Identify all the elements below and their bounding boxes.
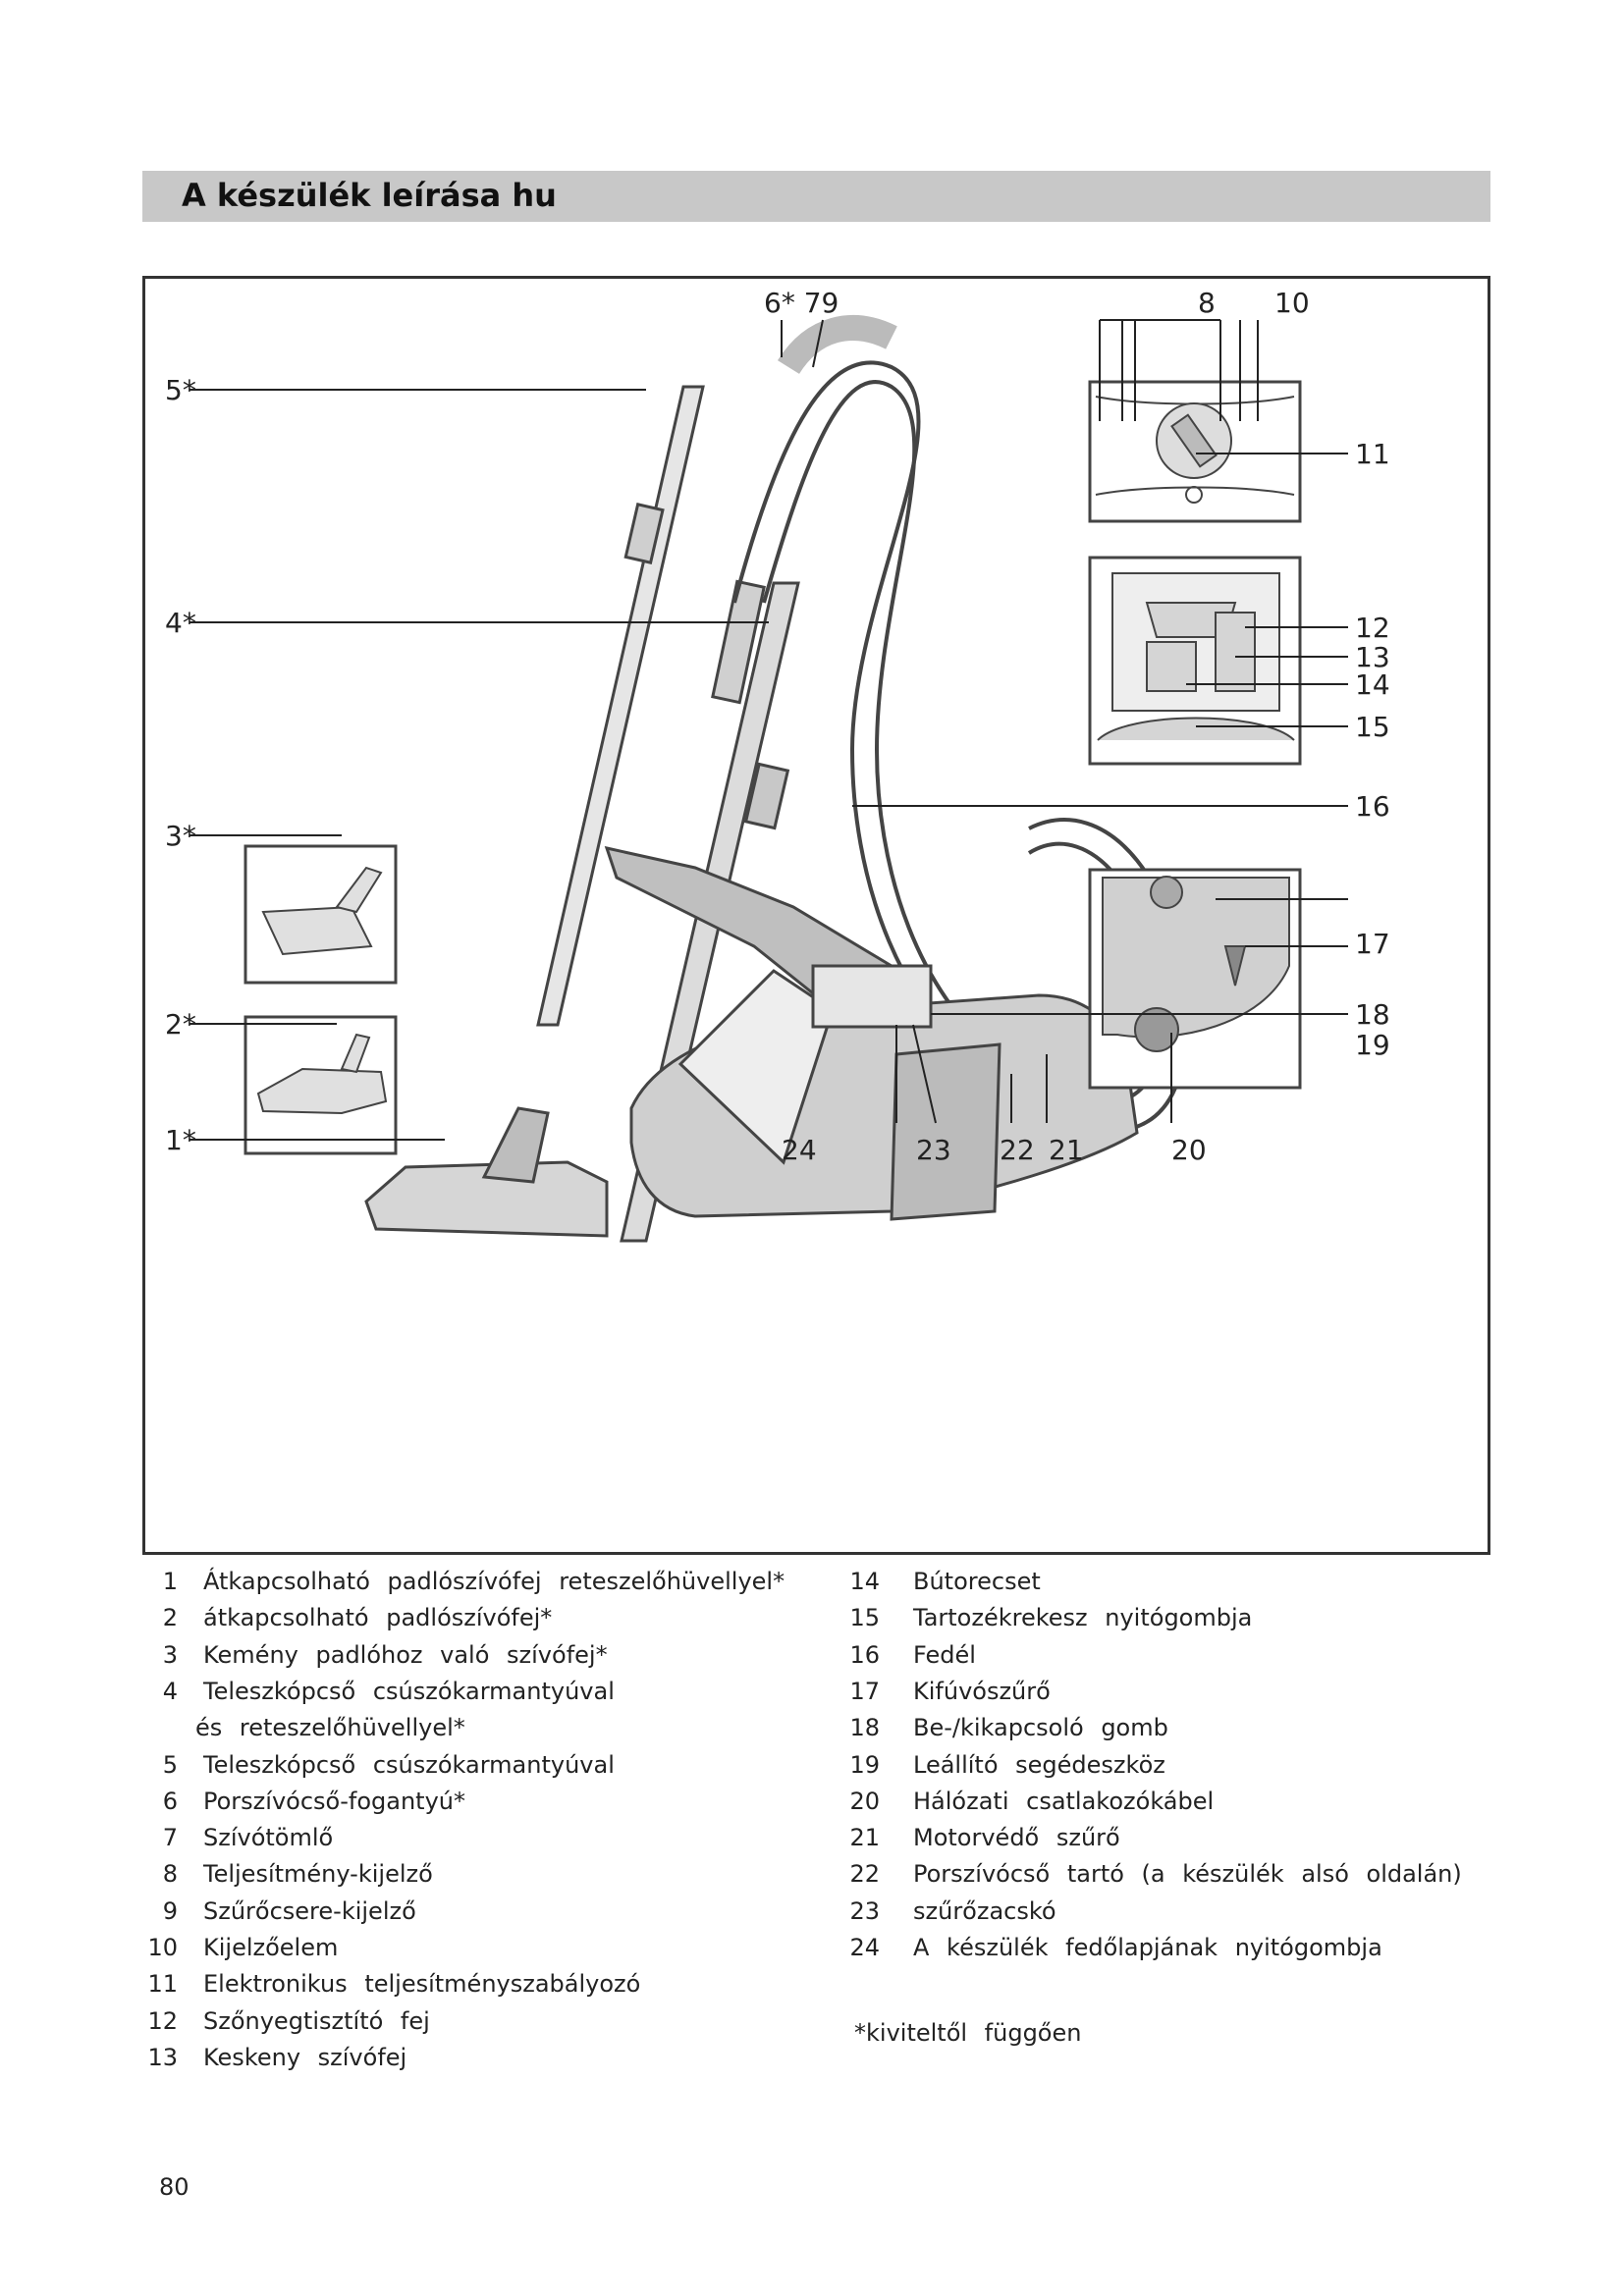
legend-item-text: Bútorecset [913, 1568, 1041, 1595]
legend-item [142, 1641, 830, 1677]
legend-item-number: 12 [147, 2006, 178, 2035]
legend-item-text: Átkapcsolható padlószívófej reteszelőhüvellyel* [203, 1568, 785, 1595]
legend-item-number: 13 [147, 2043, 178, 2071]
legend-item-text: Keskeny szívófej [203, 2043, 407, 2071]
callout-19: 19 [1355, 1029, 1390, 1061]
legend-item-number: 1 [162, 1568, 178, 1595]
legend-item-number: 3 [162, 1640, 178, 1669]
legend-item [844, 1824, 1512, 1859]
exhaust-filter-illustration [813, 966, 931, 1027]
legend-item-number: 8 [162, 1860, 178, 1889]
legend-item-number: 23 [849, 1896, 880, 1925]
legend-item-text: Teleszkópcső csúszókarmantyúval [203, 1677, 615, 1705]
legend-item [142, 1970, 830, 2005]
legend-item [142, 1604, 830, 1639]
legend-item-number: 21 [849, 1824, 880, 1852]
section-header-bar [142, 171, 1490, 222]
callout-14: 14 [1355, 668, 1390, 701]
legend-item-text: Leállító segédeszköz [913, 1750, 1165, 1779]
page-number: 80 [159, 2173, 189, 2201]
legend-item [142, 1568, 830, 1603]
legend-item-text: Be-/kikapcsoló gomb [913, 1714, 1168, 1742]
legend-item-text: Porszívócső-fogantyú* [203, 1787, 465, 1815]
legend-item [142, 1860, 830, 1896]
legend-item [844, 1678, 1512, 1713]
callout-10: 10 [1274, 287, 1310, 319]
callout-18: 18 [1355, 998, 1390, 1031]
legend-item-number: 22 [849, 1860, 880, 1889]
callout-8: 8 [1198, 287, 1216, 319]
callout-22: 22 [1000, 1134, 1035, 1166]
legend-item [844, 1788, 1512, 1823]
legend-item-text: Motorvédő szűrő [913, 1824, 1120, 1852]
callout-4: 4* [165, 607, 196, 639]
legend-item-text: Elektronikus teljesítményszabályozó [203, 1970, 641, 1999]
legend-item-text: Kijelzőelem [203, 1934, 339, 1961]
legend-item [142, 2044, 830, 2079]
legend-item [142, 1934, 830, 1969]
legend-item [844, 1934, 1512, 1969]
legend-item-number: 15 [849, 1604, 880, 1632]
parts-legend-right [844, 1568, 1512, 2098]
legend-item-number: 14 [849, 1568, 880, 1595]
legend-item [844, 1860, 1512, 1896]
callout-6-7-9: 6* 79 [764, 287, 839, 319]
legend-item-number: 9 [162, 1896, 178, 1925]
legend-item [844, 1751, 1512, 1787]
legend-item-number: 11 [147, 1970, 178, 1999]
legend-item-number: 2 [162, 1604, 178, 1632]
legend-item [844, 1568, 1512, 1603]
callout-1: 1* [165, 1124, 196, 1156]
callout-17: 17 [1355, 928, 1390, 960]
legend-item-text: Kifúvószűrő [913, 1677, 1051, 1705]
legend-item [844, 1714, 1512, 1749]
main-floor-head-illustration [366, 1108, 607, 1236]
legend-item-text: Tartozékrekesz nyitógombja [913, 1604, 1253, 1632]
vacuum-cleaner-figure [142, 276, 1490, 1555]
legend-item-number: 24 [849, 1934, 880, 1961]
legend-item-number: 6 [162, 1787, 178, 1815]
legend-item-number: 5 [162, 1750, 178, 1779]
callout-11: 11 [1355, 438, 1390, 470]
legend-item-text: Szívótömlő [203, 1824, 334, 1852]
legend-item-text: Szőnyegtisztító fej [203, 2006, 430, 2035]
vacuum-illustration [145, 279, 1488, 1552]
legend-item-text: szűrőzacskó [913, 1896, 1056, 1925]
legend-item [844, 1604, 1512, 1639]
legend-item-number: 17 [849, 1677, 880, 1705]
legend-item-text: Teleszkópcső csúszókarmantyúval [203, 1750, 615, 1779]
legend-item [142, 1714, 830, 1749]
legend-item-number: 20 [849, 1787, 880, 1815]
callout-13: 13 [1355, 641, 1390, 673]
legend-item [142, 1897, 830, 1933]
legend-item [142, 2007, 830, 2043]
legend-item-text: Teljesítmény-kijelző [203, 1860, 433, 1889]
legend-item-number: 7 [162, 1824, 178, 1852]
legend-item-text: Kemény padlóhoz való szívófej* [203, 1640, 608, 1669]
legend-item [142, 1788, 830, 1823]
callout-24: 24 [782, 1134, 817, 1166]
legend-item-number: 19 [849, 1750, 880, 1779]
legend-item-number: 10 [147, 1934, 178, 1961]
legend-item-text: átkapcsolható padlószívófej* [203, 1604, 553, 1632]
callout-16: 16 [1355, 790, 1390, 823]
legend-item-number: 4 [162, 1677, 178, 1705]
legend-item-text: Porszívócső tartó (a készülék alsó oldalán) [913, 1860, 1462, 1889]
callout-21: 21 [1049, 1134, 1084, 1166]
callout-5: 5* [165, 374, 196, 406]
legend-item-text: Fedél [913, 1640, 976, 1669]
legend-item-text: A készülék fedőlapjának nyitógombja [913, 1934, 1382, 1961]
telescopic-tube-illustration [538, 387, 703, 1025]
callout-2: 2* [165, 1008, 196, 1041]
legend-item [844, 1897, 1512, 1933]
legend-item-text: Szűrőcsere-kijelző [203, 1896, 416, 1925]
legend-item-text: és reteszelőhüvellyel* [195, 1714, 465, 1742]
callout-20: 20 [1171, 1134, 1207, 1166]
callout-23: 23 [916, 1134, 951, 1166]
section-title: A készülék leírása hu [182, 177, 557, 214]
callout-3: 3* [165, 820, 196, 852]
legend-item [142, 1678, 830, 1713]
legend-item [142, 1751, 830, 1787]
parts-legend-left [142, 1568, 830, 2098]
legend-item [844, 1641, 1512, 1677]
legend-item-text: Hálózati csatlakozókábel [913, 1787, 1215, 1815]
footnote: *kiviteltől függően [854, 2019, 1082, 2047]
legend-item-number: 18 [849, 1714, 880, 1742]
legend-item-number: 16 [849, 1640, 880, 1669]
callout-12: 12 [1355, 612, 1390, 644]
callout-15: 15 [1355, 711, 1390, 743]
legend-item [142, 1824, 830, 1859]
